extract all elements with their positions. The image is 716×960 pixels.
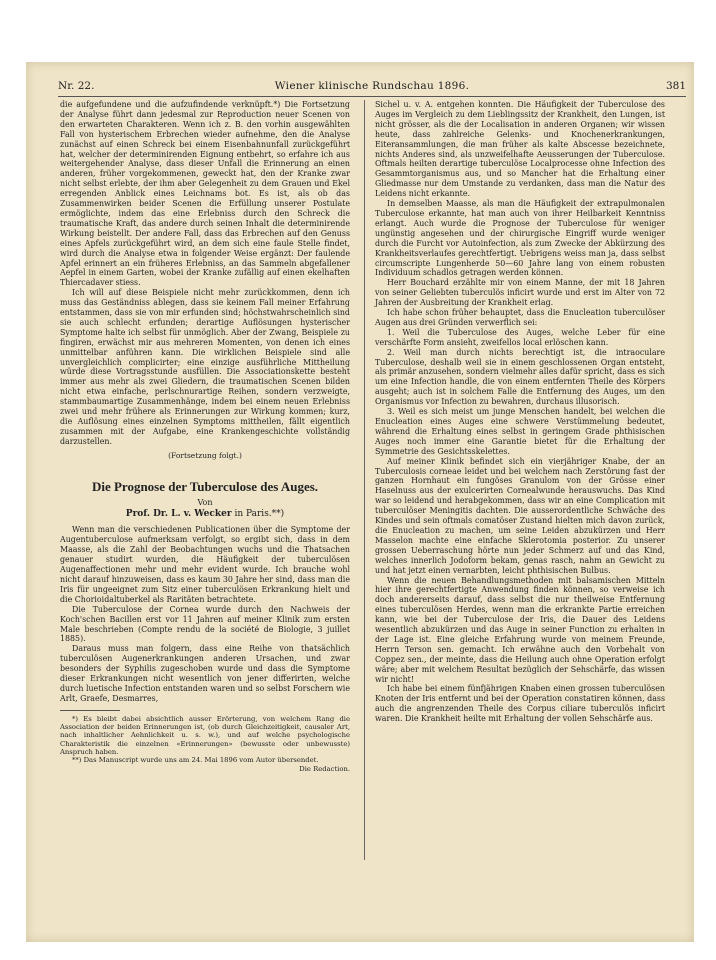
- paragraph: Ich habe schon früher behauptet, dass die Enucleation tuberculöser Augen aus drei Gründen verwerflich sei:: [375, 308, 665, 327]
- byline: [60, 510, 350, 520]
- page-number: 381: [665, 80, 686, 92]
- journal-title: Wiener klinische Rundschau 1896.: [274, 80, 470, 92]
- author-name: Prof. Dr. L. v. Wecker: [125, 508, 232, 519]
- paragraph: Auf meiner Klinik befindet sich ein vierjähriger Knabe, der an Tuberculosis corneae leidet und bei welchem nach Zerstörung fast der ganzen Hornhaut ein fungöses Granulom von der Grösse einer Haselnuss aus der exulcerirten Cornealwunde herauswuchs. Das Kind war so leidend und herabgekommen, dass wir an eine Complication mit tuberculöser Meningitis dachten. Die ausserordentliche Schwäche des Kindes und sein oftmals comatöser Zustand hielten mich davon zurück, die Enucleation zu machen, um seine Leiden abzukürzen und Herr Masselon machte eine einfache Sklerotomia posterior. Zu unserer grossen Ueberraschung hörte nun jeder Schmerz auf und das Kind, welches innerlich Jodoform bekam, genas rasch, nahm an Gewicht zu und hat jetzt einen vernarbten, leicht phthisischen Bulbus.: [375, 456, 665, 575]
- page-header: [58, 80, 686, 96]
- right-column: [375, 100, 665, 724]
- author-place: in Paris.**): [231, 508, 285, 519]
- paragraph: Herr Bouchard erzählte mir von einem Manne, der mit 18 Jahren von seiner Geliebten tuberculös inficirt wurde und erst im Alter von 72 Jahren der Ausbreitung der Krankheit erlag.: [375, 278, 665, 308]
- column-divider: [364, 100, 365, 860]
- footnote: **) Das Manuscript wurde uns am 24. Mai 1896 vom Autor übersendet.: [72, 756, 319, 765]
- continuation-note: (Fortsetzung folgt.): [168, 450, 242, 460]
- byline-von: Von: [197, 497, 213, 507]
- paragraph: Ich will auf diese Beispiele nicht mehr zurückkommen, denn ich muss das Geständniss ablegen, dass sie keinem Fall meiner Erfahrung entstammen, dass sie von mir erfunden sind; höchstwahrscheinlich sind sie auch schlecht erfunden; derartige Auflösungen hysterischer Symptome halte ich selbst für unmöglich. Aber der Zwang, Beispiele zu fingiren, erwächst mir aus mehreren Momenten, von denen ich eines unmittelbar anführen kann. Die wirklichen Beispiele sind alle unvergleichlich complicirter; eine einzige ausführliche Mittheilung würde diese Vortragsstunde ausfüllen. Die Associationskette besteht immer aus mehr als zwei Gliedern, die traumatischen Scenen bilden nicht etwa einfache, perlschnurartige Reihen, sondern verzweigte, stammbaumartige Zusammenhänge, indem bei einem neuen Erlebniss zwei und mehr frühere als Erinnerungen zur Wirkung kommen; kurz, die Auflösung eines einzelnen Symptoms mittheilen, fällt eigentlich zusammen mit der Aufgabe, eine Krankengeschichte vollständig darzustellen.: [60, 288, 350, 446]
- paragraph: Wenn die neuen Behandlungsmethoden mit balsamischen Mitteln hier ihre gerechtfertigte Anwendung finden können, so verweise ich doch andererseits darauf, dass selbst die nur theilweise Entfernung eines tuberculösen Herdes, wenn man die erkrankte Partie erreichen kann, wie bei der Tuberculose der Iris, die Dauer des Leidens wesentlich abzukürzen und das Auge in seiner Function zu erhalten in der Lage ist. Eine gleiche Erfahrung wurde von meinem Freunde, Herrn Terson sen. gemacht. Ich erwähne auch den Vorbehalt von Coppez sen., der meinte, dass die Heilung auch ohne Operation erfolgt wäre; aber mit welchem Resultat bezüglich der Sehschärfe, das wissen wir nicht!: [375, 575, 665, 684]
- paragraph: 3. Weil es sich meist um junge Menschen handelt, bei welchen die Enucleation eines Auges eine schwere Verstümmelung bedeutet, während die Erhaltung eines selbst in geringem Grade phthisischen Auges noch immer eine Garantie bietet für die Erhaltung der Symmetrie des Gesichtsskelettes.: [375, 407, 665, 456]
- footnote-signature: Die Redaction.: [299, 764, 350, 773]
- footnote-rule: [60, 710, 120, 711]
- left-column: [60, 100, 350, 773]
- paragraph: Ich habe bei einem fünfjährigen Knaben einen grossen tuberculösen Knoten der Iris entfernt und bei der Operation constatiren können, dass auch die angrenzenden Theile des Corpus ciliare tuberculös inficirt waren. Die Krankheit heilte mit Erhaltung der vollen Sehschärfe aus.: [375, 684, 665, 724]
- paragraph: Wenn man die verschiedenen Publicationen über die Symptome der Augentuberculose aufmerksam verfolgt, so ergibt sich, dass in dem Maasse, als die Zahl der Beobachtungen wuchs und die Thatsachen genauer studirt wurden, die Häufigkeit der tuberculösen Augenaffectionen mehr und mehr evident wurde. Ich brauche wohl nicht darauf hinzuweisen, dass es kaum 30 Jahre her sind, dass man die Iris für ungeeignet zum Sitz einer tuberculösen Erkrankung hielt und die Chorioidaltuberkel als Raritäten betrachtete.: [60, 525, 350, 604]
- header-rule: [58, 96, 686, 97]
- footnote: *) Es bleibt dabei absichtlich ausser Erörterung, von welchem Rang die Association der beiden Erinnerungen ist, (ob durch Gleichzeitigkeit, causaler Art, nach inhaltlicher Aehnlichkeit u. s. w.), und auf welche psychologische Charakteristik die einzelnen «Erinnerungen» (bewusste oder unbewusste) Anspruch haben.: [60, 714, 350, 756]
- paragraph: Die Tuberculose der Cornea wurde durch den Nachweis der Koch'schen Bacillen erst vor 11 Jahren auf meiner Klinik zum ersten Male beschrieben (Compte rendu de la société de Biologie, 3 juillet 1885).: [60, 604, 350, 644]
- paragraph: Daraus muss man folgern, dass eine Reihe von thatsächlich tuberculösen Augenerkrankungen anderen Ursachen, und zwar besonders der Syphilis zugeschoben wurde und dass die Symptome dieser Erkrankungen nicht wesentlich von jener differirten, welche durch luetische Infection entstanden waren und so selbst Forschern wie Arlt, Graefe, Desmarres,: [60, 644, 350, 703]
- paragraph: 2. Weil man durch nichts berechtigt ist, die intraoculare Tuberculose, deshalb weil sie in einem geschlossenen Organ entsteht, als primär anzusehen, sondern vielmehr alles dafür spricht, dass es sich um eine Infection handle, die von einem entfernten Theile des Körpers ausgeht; auch ist in solchem Falle die Entfernung des Auges, um den Organismus vor Infection zu bewahren, durchaus illusorisch.: [375, 347, 665, 407]
- paragraph: In demselben Maasse, als man die Häufigkeit der extrapulmonalen Tuberculose erkannte, hat man auch von ihrer Heilbarkeit Kenntniss erlangt. Auch wurde die Prognose der Tuberculose für weniger ungünstig angesehen und der chirurgische Eingriff wurde weniger durch die Furcht vor Autoinfection, als zum Zwecke der Abkürzung des Krankheitsverlaufes gerechtfertigt. Uebrigens weiss man ja, dass selbst circumscripte Lungenherde 50—60 Jahre lang von einem robusten Individuum schadlos getragen werden können.: [375, 199, 665, 278]
- paragraph: die aufgefundene und die aufzufindende verknüpft.*) Die Fortsetzung der Analyse führt dann jedesmal zur Reproduction neuer Scenen von den erwarteten Charakteren. Wenn ich z. B. den vorhin ausgewählten Fall von hysterischem Erbrechen wieder aufnehme, den die Analyse zunächst auf einen Schreck bei einem Eisenbahnunfall zurückgeführt hat, welcher der determinirenden Eignung entbehrt, so erfahre ich aus weitergehender Analyse, dass dieser Unfall die Erinnerung an einen anderen, früher vorgekommenen, geweckt hat, den der Kranke zwar nicht selbst erlebte, der ihm aber Gelegenheit zu dem Grauen und Ekel erregenden Anblick eines Leichnams bot. Es ist, als ob das Zusammenwirken beider Scenen die Erfüllung unserer Postulate ermöglichte, indem das eine Erlebniss durch den Schreck die traumatische Kraft, das andere durch seinen Inhalt die determinirende Wirkung beistellt. Der andere Fall, dass das Erbrechen auf den Genuss eines Apfels zurückgeführt wird, an dem sich eine faule Stelle findet, wird durch die Analyse etwa in folgender Weise ergänzt: Der faulende Apfel erinnert an ein früheres Erlebniss, an das Sammeln abgefallener Aepfel in einem Garten, wobei der Kranke zufällig auf einen ekelhaften Thiercadaver stiess.: [60, 100, 350, 288]
- article-title: Die Prognose der Tuberculose des Auges.: [91, 478, 319, 494]
- paragraph: Sichel u. v. A. entgehen konnten. Die Häufigkeit der Tuberculose des Auges im Vergleich zu dem Lieblingssitz der Krankheit, den Lungen, ist nicht grösser, als die der Localisation in anderen Organen; wir wissen heute, dass zahlreiche Gelenks- und Knochenerkrankungen, Eiteransammlungen, die man früher als kalte Abscesse bezeichnete, nichts Anderes sind, als unzweifelhafte Aeusserungen der Tuberculose. Oftmals heilten derartige tuberculöse Localprocesse ohne Infection des Gesammtorganismus aus, und so Mancher hat die Erhaltung einer Gliedmasse nur dem Umstande zu verdanken, dass man die Natur des Leidens nicht erkannte.: [375, 100, 665, 199]
- paragraph: 1. Weil die Tuberculose des Auges, welche Leber für eine verschärfte Form ansieht, zweifellos local erlöschen kann.: [375, 327, 665, 347]
- issue-number: Nr. 22.: [58, 80, 95, 92]
